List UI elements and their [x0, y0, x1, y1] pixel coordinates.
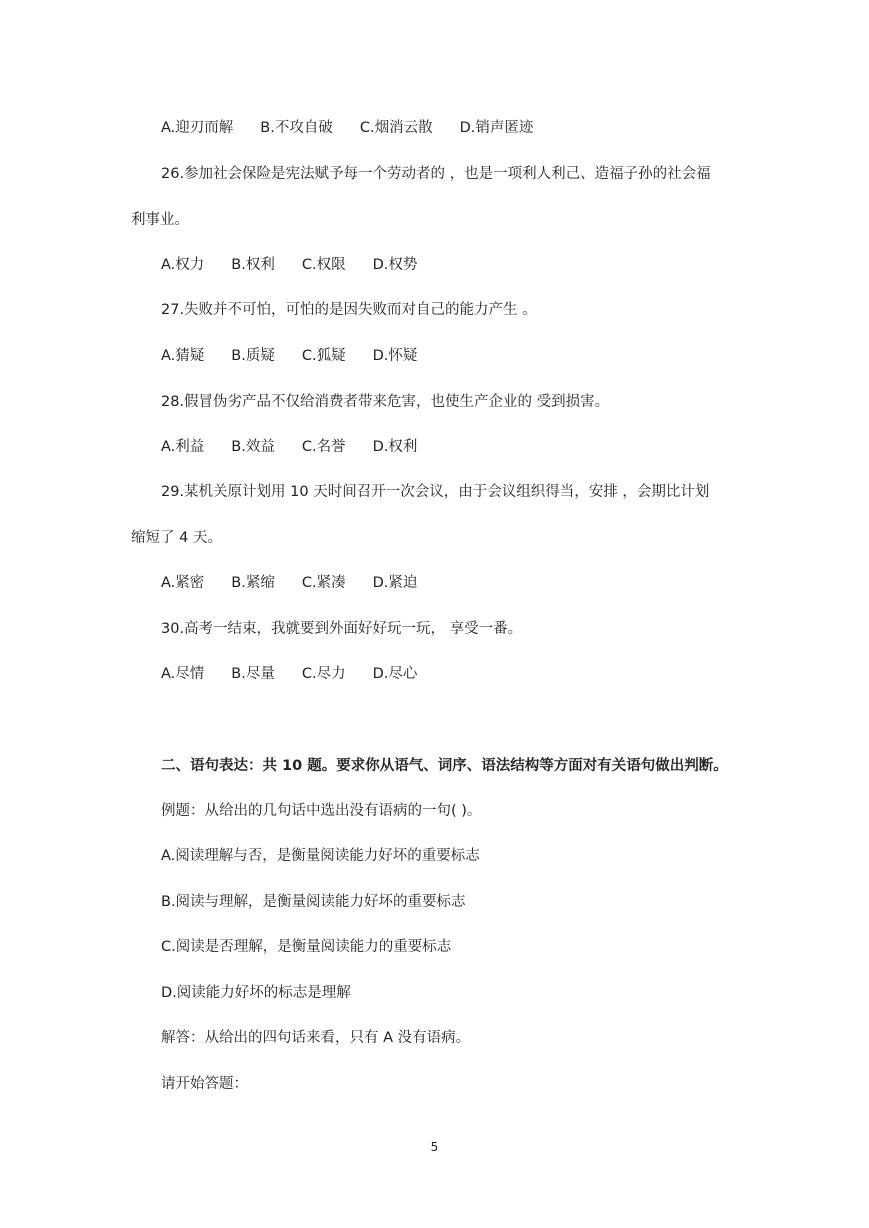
q29-option-c: C.紧凑 [301, 575, 346, 591]
q25-option-c: C.烟消云散 [359, 120, 433, 136]
q30-option-b: B.尽量 [231, 666, 275, 682]
q26-option-b: B.权利 [231, 257, 275, 273]
q28-option-b: B.效益 [231, 439, 275, 455]
q26-option-a: A.权力 [161, 257, 205, 273]
q27-options [161, 346, 444, 366]
q29-stem-line2: 缩短了 4 天。 [131, 530, 222, 546]
q28-option-d: D.权利 [372, 439, 418, 455]
example-question: 例题：从给出的几句话中选出没有语病的一句( )。 [161, 803, 482, 819]
q29-options [161, 573, 444, 593]
q26-options [161, 255, 444, 275]
q25-option-d: D.销声匿迹 [459, 120, 534, 136]
q30-option-d: D.尽心 [372, 666, 418, 682]
q27-stem: 27.失败并不可怕，可怕的是因失败而对自己的能力产生 。 [161, 302, 537, 318]
q29-stem-line1: 29.某机关原计划用 10 天时间召开一次会议，由于会议组织得当，安排 ，会期比计划 [161, 484, 710, 500]
example-answer: 解答：从给出的四句话来看，只有 A 没有语病。 [161, 1030, 471, 1046]
q28-options [161, 437, 444, 457]
q30-option-c: C.尽力 [301, 666, 346, 682]
section-2-title: 二、语句表达：共 10 题。要求你从语气、词序、语法结构等方面对有关语句做出判断。 [161, 758, 728, 774]
q28-stem: 28.假冒伪劣产品不仅给消费者带来危害，也使生产企业的 受到损害。 [161, 394, 610, 410]
q27-option-c: C.狐疑 [301, 348, 346, 364]
q28-option-a: A.利益 [161, 439, 205, 455]
q29-option-a: A.紧密 [161, 575, 205, 591]
q26-stem-line2: 利事业。 [131, 212, 189, 228]
example-option-d: D.阅读能力好坏的标志是理解 [161, 985, 351, 1001]
q26-option-d: D.权势 [372, 257, 418, 273]
q26-option-c: C.权限 [301, 257, 346, 273]
q27-option-a: A.猜疑 [161, 348, 205, 364]
q26-stem-line1: 26.参加社会保险是宪法赋予每一个劳动者的 ，也是一项利人利己、造福子孙的社会福 [161, 166, 711, 182]
page-number: 5 [430, 1140, 439, 1154]
q25-option-b: B.不攻自破 [260, 120, 333, 136]
example-option-c: C.阅读是否理解，是衡量阅读能力的重要标志 [161, 939, 452, 955]
example-option-b: B.阅读与理解，是衡量阅读能力好坏的重要标志 [161, 894, 466, 910]
q28-option-c: C.名誉 [301, 439, 346, 455]
q27-option-b: B.质疑 [231, 348, 275, 364]
q29-option-b: B.紧缩 [231, 575, 275, 591]
example-option-a: A.阅读理解与否，是衡量阅读能力好坏的重要标志 [161, 848, 480, 864]
q25-option-a: A.迎刃而解 [161, 120, 234, 136]
q29-option-d: D.紧迫 [372, 575, 418, 591]
q30-option-a: A.尽情 [161, 666, 205, 682]
q30-stem: 30.高考一结束，我就要到外面好好玩一玩， 享受一番。 [161, 621, 523, 637]
start-instruction: 请开始答题： [161, 1076, 248, 1092]
q30-options [161, 664, 444, 684]
q25-options [161, 118, 560, 138]
q27-option-d: D.怀疑 [372, 348, 418, 364]
